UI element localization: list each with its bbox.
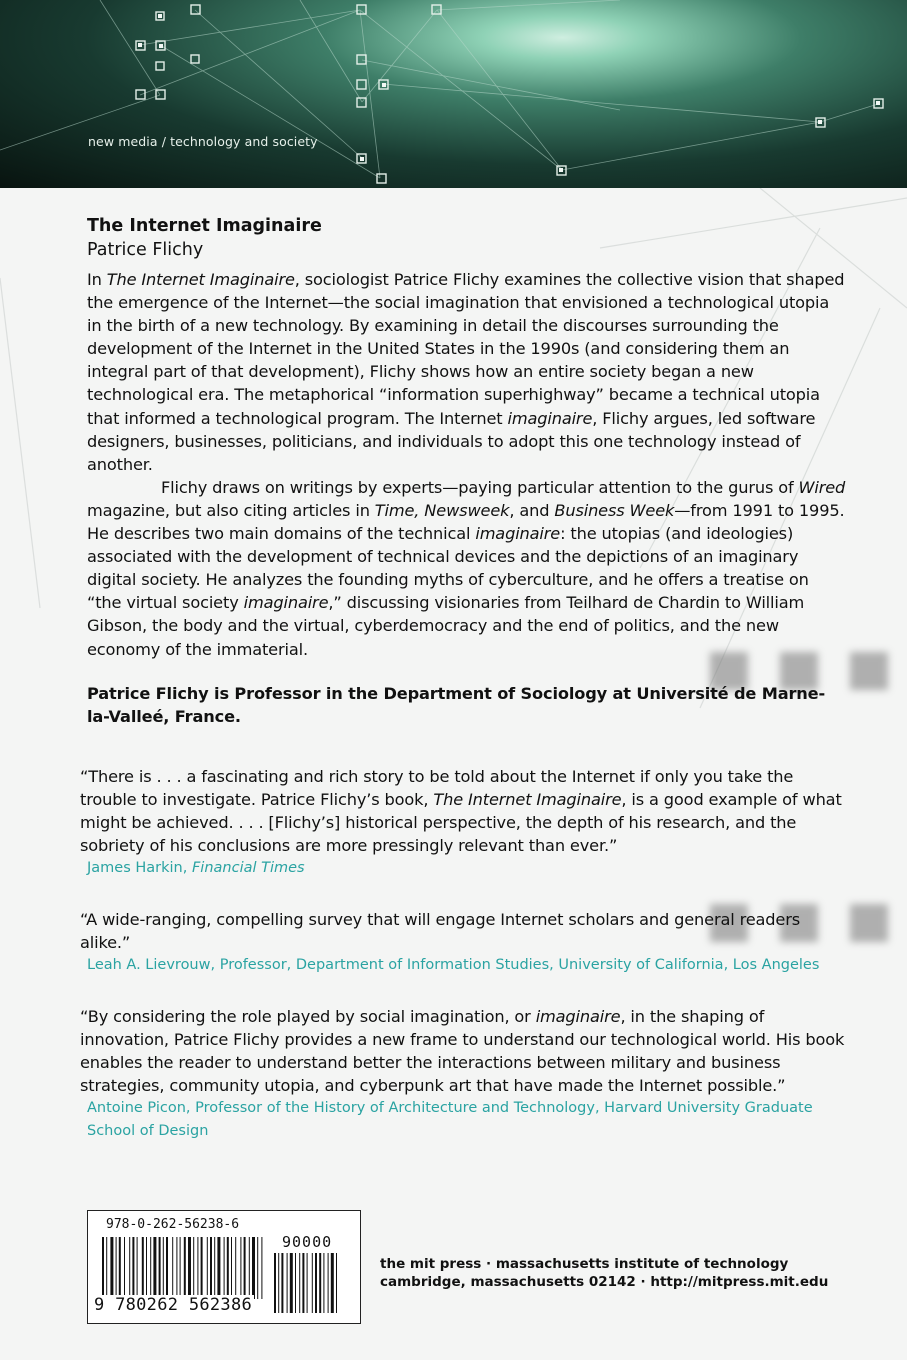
blur-tile [850,652,888,690]
quote-text: “By considering the role played by social imagination, or imaginaire, in the shaping of innovation, Patrice Flichy provides a new frame to understand our technological world. His book enables the reader to understand better the interactions between military and business strategies, community utopia, and cyberpunk art that have made the Internet possible.” [80,1006,845,1095]
description-paragraph: In The Internet Imaginaire, sociologist Patrice Flichy examines the collective vision that shaped the emergence of the Internet—the social imagination that envisioned a technological utopia in the birth of a new technology. By examining in detail the discourses surrounding the development of the Internet in the United States in the 1990s (and considering them an integral part of that development), Flichy shows how an entire society began a new technological era. The metaphorical “information superhighway” became a technical utopia that informed a technological program. The Internet imaginaire, Flichy argues, led software designers, businesses, politicians, and individuals to adopt this one technology instead of another. [87,270,845,474]
quote-text: “There is . . . a fascinating and rich story to be told about the Internet if only you take the trouble to investigate. Patrice Flichy’s book, The Internet Imaginaire, is a good example of what might be achieved. . . . [Flichy’s] historical perspective, the depth of his research, and the sobriety of his conclusions are more pressingly relevant than ever.” [80,766,842,855]
blurb-quote [80,765,850,880]
cover-header-band [0,0,907,188]
author-bio: Patrice Flichy is Professor in the Department of Sociology at Université de Marne-la-Valleé, France. [87,683,826,726]
publisher-line: cambridge, massachusetts 02142 · http://mitpress.mit.edu [380,1274,829,1290]
publisher-info [380,1255,828,1291]
price-code: 90000 [282,1233,333,1251]
quote-text: “A wide-ranging, compelling survey that will engage Internet scholars and general readers alike.” [80,909,801,952]
quote-source: Leah A. Lievrouw, Professor, Department of Information Studies, University of California, Los Angeles [87,956,820,973]
blurb-quote [80,908,850,977]
quote-source: Antoine Picon, Professor of the History of Architecture and Technology, Harvard University Graduate School of Design [87,1099,813,1139]
quote-source: James Harkin, Financial Times [87,859,305,876]
back-cover-text [80,214,847,1143]
book-description [87,268,847,661]
series-label: new media / technology and society [88,134,318,149]
blur-tile [850,904,888,942]
network-graphic [0,0,907,188]
description-paragraph: Flichy draws on writings by experts—paying particular attention to the gurus of Wired magazine, but also citing articles in Time, Newsweek, and Business Week—from 1991 to 1995. He describes two main domains of the technical imaginaire: the utopias (and ideologies) associated with the development of technical devices and the depictions of an imaginary digital society. He analyzes the founding myths of cyberculture, and he offers a treatise on “the virtual society imaginaire,” discussing visionaries from Teilhard de Chardin to William Gibson, the body and the virtual, cyberdemocracy and the end of politics, and the new economy of the immaterial. [87,477,846,659]
barcode-digits: 9 780262 562386 [94,1295,253,1315]
isbn-number: 978-0-262-56238-6 [106,1217,240,1232]
publisher-line: the mit press · massachusetts institute of technology [380,1256,789,1272]
book-title: The Internet Imaginaire [87,216,322,236]
blurb-quote [80,1005,850,1143]
book-author: Patrice Flichy [87,240,204,260]
isbn-barcode [87,1210,361,1324]
